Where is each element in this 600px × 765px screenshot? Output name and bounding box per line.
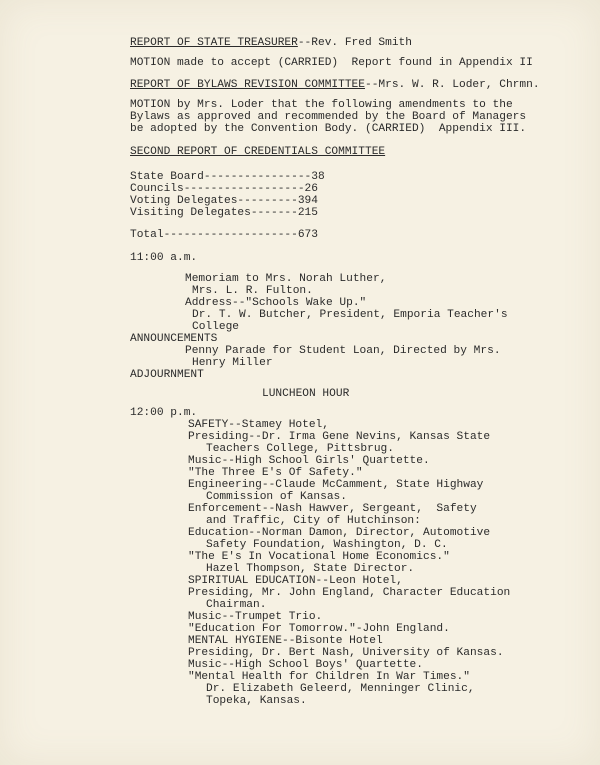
adjournment-label: ADJOURNMENT <box>130 369 204 381</box>
luncheon-heading: LUNCHEON HOUR <box>262 388 350 400</box>
credentials-row: State Board----------------38 <box>130 171 325 183</box>
luncheon-line: SPIRITUAL EDUCATION--Leon Hotel, <box>188 575 403 587</box>
luncheon-line: "The E's In Vocational Home Economics." <box>188 551 450 563</box>
luncheon-line: Enforcement--Nash Hawver, Sergeant, Safety <box>188 503 477 515</box>
luncheon-time: 12:00 p.m. <box>130 407 198 419</box>
morning-line: Mrs. L. R. Fulton. <box>192 285 313 297</box>
luncheon-line: Topeka, Kansas. <box>206 695 307 707</box>
announcement-line: Penny Parade for Student Loan, Directed by Mrs. <box>185 345 501 357</box>
luncheon-line: "Mental Health for Children In War Times." <box>188 671 470 683</box>
luncheon-line: and Traffic, City of Hutchinson: <box>206 515 421 527</box>
luncheon-line: Hazel Thompson, State Director. <box>206 563 415 575</box>
credentials-row: Visiting Delegates-------215 <box>130 207 318 219</box>
bylaws-report-heading: REPORT OF BYLAWS REVISION COMMITTEE <box>130 79 365 91</box>
credentials-total: Total--------------------673 <box>130 229 318 241</box>
luncheon-line: SAFETY--Stamey Hotel, <box>188 419 329 431</box>
bylaws-report-by: --Mrs. W. R. Loder, Chrmn. <box>364 79 540 91</box>
treasurer-report-by: --Rev. Fred Smith <box>297 37 412 49</box>
luncheon-line: Education--Norman Damon, Director, Automotive <box>188 527 491 539</box>
treasurer-report-heading: REPORT OF STATE TREASURER <box>130 37 298 49</box>
luncheon-line: Teachers College, Pittsbrug. <box>206 443 394 455</box>
morning-line: College <box>192 321 239 333</box>
announcements-label: ANNOUNCEMENTS <box>130 333 218 345</box>
luncheon-line: "Education For Tomorrow."-John England. <box>188 623 450 635</box>
luncheon-line: MENTAL HYGIENE--Bisonte Hotel <box>188 635 383 647</box>
luncheon-line: Music--High School Boys' Quartette. <box>188 659 423 671</box>
treasurer-motion: MOTION made to accept (CARRIED) Report found in Appendix II <box>130 57 533 69</box>
luncheon-line: Music--High School Girls' Quartette. <box>188 455 430 467</box>
luncheon-line: Commission of Kansas. <box>206 491 347 503</box>
credentials-row: Voting Delegates---------394 <box>130 195 318 207</box>
morning-line: Dr. T. W. Butcher, President, Emporia Teacher's <box>192 309 508 321</box>
luncheon-line: "The Three E's Of Safety." <box>188 467 363 479</box>
bylaws-report-line <box>130 79 540 92</box>
luncheon-line: Dr. Elizabeth Geleerd, Menninger Clinic, <box>206 683 475 695</box>
luncheon-line: Presiding, Mr. John England, Character Education <box>188 587 511 599</box>
luncheon-line: Engineering--Claude McCamment, State Highway <box>188 479 484 491</box>
bylaws-motion-line-2: Bylaws as approved and recommended by the Board of Managers <box>130 111 527 123</box>
announcement-line: Henry Miller <box>192 357 273 369</box>
treasurer-report-line <box>130 37 412 50</box>
bylaws-motion-line-1: MOTION by Mrs. Loder that the following amendments to the <box>130 99 513 111</box>
bylaws-motion-line-3: be adopted by the Convention Body. (CARRIED) Appendix III. <box>130 123 527 135</box>
credentials-row: Councils------------------26 <box>130 183 318 195</box>
morning-time: 11:00 a.m. <box>130 252 198 264</box>
luncheon-line: Presiding--Dr. Irma Gene Nevins, Kansas State <box>188 431 491 443</box>
luncheon-line: Music--Trumpet Trio. <box>188 611 323 623</box>
morning-line: Memoriam to Mrs. Norah Luther, <box>185 273 387 285</box>
credentials-heading: SECOND REPORT OF CREDENTIALS COMMITTEE <box>130 146 386 158</box>
morning-line: Address--"Schools Wake Up." <box>185 297 367 309</box>
luncheon-line: Safety Foundation, Washington, D. C. <box>206 539 448 551</box>
luncheon-line: Chairman. <box>206 599 267 611</box>
luncheon-line: Presiding, Dr. Bert Nash, University of Kansas. <box>188 647 504 659</box>
